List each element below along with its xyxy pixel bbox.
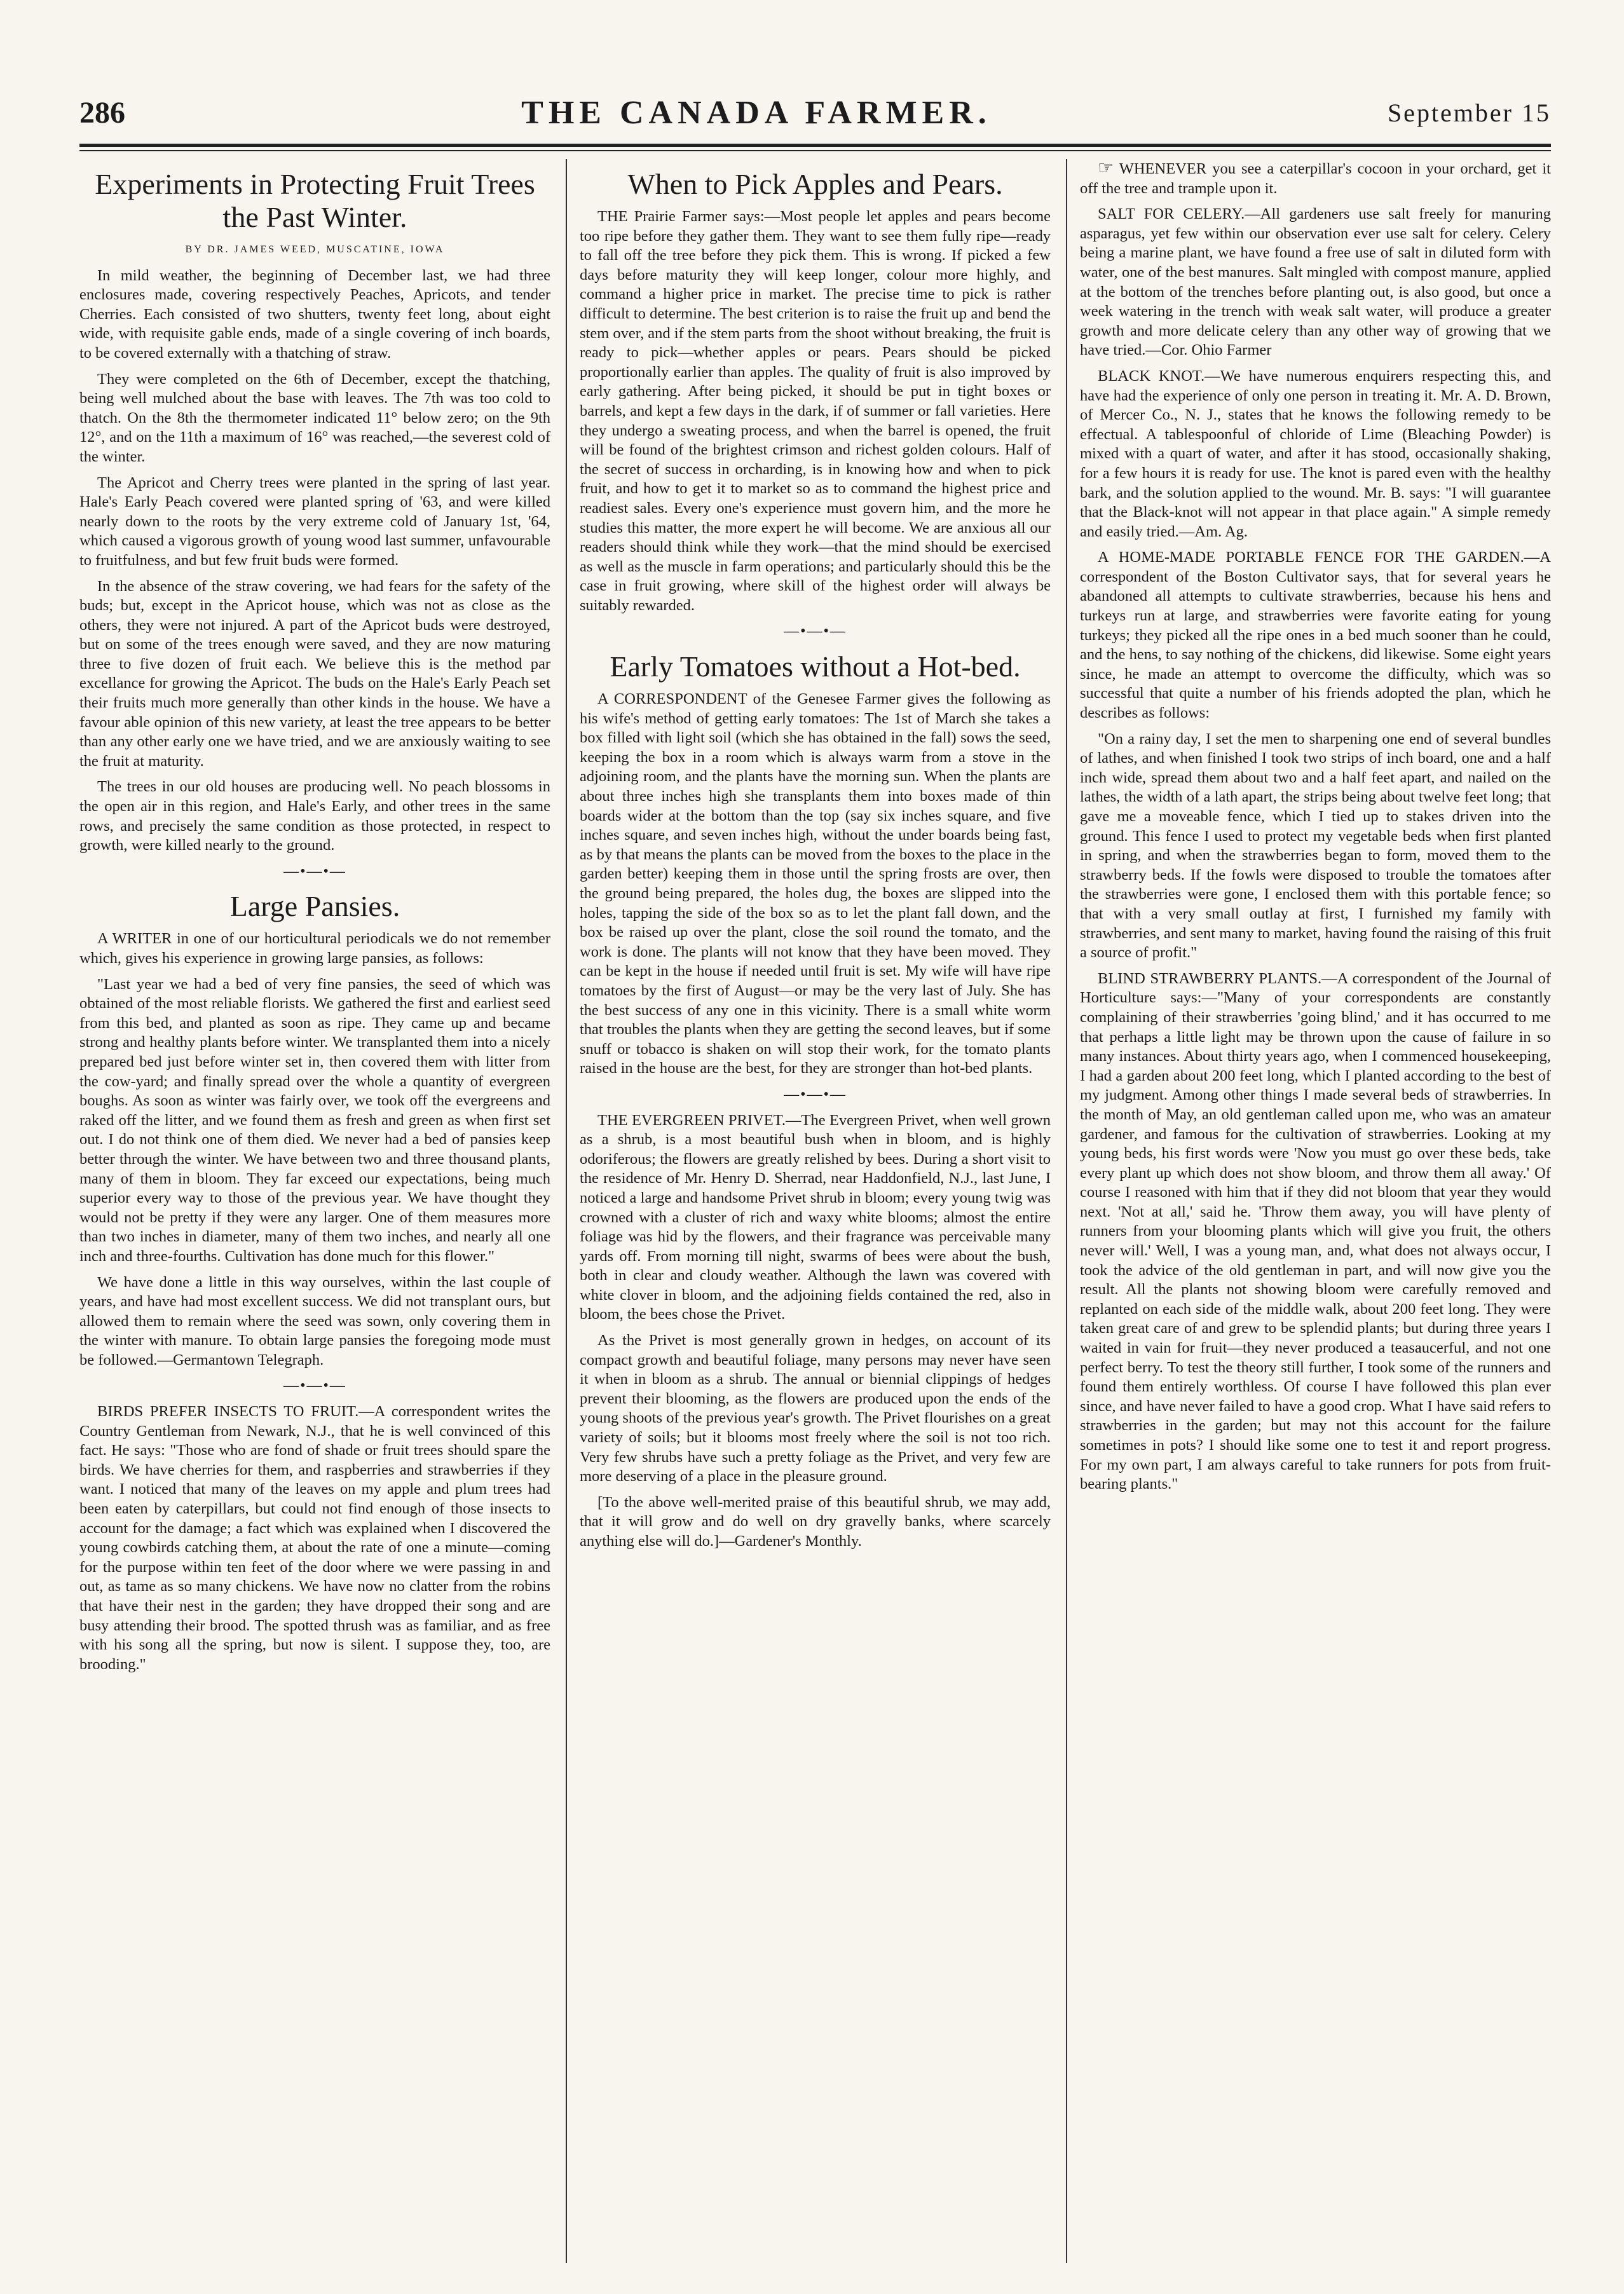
paragraph: In mild weather, the beginning of December last, we had three enclosures made, covering respectively Peaches, Apricots, and tender Cherries. Each consisted of two shutters, twenty feet long, about eight wide, with requisite gable ends, made of a single covering of inch boards, to be covered externally with a thatching of straw. <box>79 266 550 362</box>
paragraph: [To the above well-merited praise of this beautiful shrub, we may add, that it will grow and do well on dry gravelly banks, where scarcely anything else will do.]—Gardener's Monthly. <box>580 1493 1051 1550</box>
lead-in: THE EVERGREEN PRIVET. <box>597 1111 786 1129</box>
article-title: Early Tomatoes without a Hot-bed. <box>610 650 1021 683</box>
paragraph <box>1080 159 1551 198</box>
article-title: When to Pick Apples and Pears. <box>627 168 1003 200</box>
publication-title: THE CANADA FARMER. <box>521 94 992 131</box>
paragraph: In the absence of the straw covering, we had fears for the safety of the buds; but, except in the Apricot house, which was not as close as the others, they were not injured. A part of the Apricot buds were destroyed, but on some of the trees enough were saved, and they are now maturing three to five dozen of fruit each. We believe this is the method par excellance for growing the Apricot. The buds on the Hale's Early Peach set their fruits much more generally than other kinds in the house. We have a favour able opinion of this new variety, at least the tree appears to be better than any other early one we have tried, and we are anxiously waiting to see the fruit at maturity. <box>79 577 550 770</box>
paragraph: SALT FOR CELERY.—All gardeners use salt freely for manuring asparagus, yet few within our observation ever use salt for celery. Celery being a marine plant, we have found a free use of salt in diluted form with water, one of the best manures. Salt mingled with compost manure, applied at the bottom of the trenches before planting out, is also good, but once a week watering in the trench with weak salt water, will produce a greater growth and more delicate celery than any other way of growing that we have tried.—Cor. Ohio Farmer <box>1080 205 1551 359</box>
paragraph: The Apricot and Cherry trees were planted in the spring of last year. Hale's Early Peach covered were planted spring of '63, and were killed nearly down to the roots by the very extreme cold of January 1st, '64, which caused a vigorous growth of young wood last summer, unfavourable to fruitfulness, and but few fruit buds were formed. <box>79 474 550 569</box>
paragraph-text: WHENEVER you see a caterpillar's cocoon in your orchard, get it off the tree and trample upon it. <box>1080 160 1551 197</box>
pointing-hand-icon: ☞ <box>1098 159 1114 178</box>
lead-in: BIRDS PREFER INSECTS TO FRUIT. <box>97 1403 359 1421</box>
paragraph-text: —A correspondent writes the Country Gentleman from Newark, N.J., that he is well convinced of this fact. He says: "Those who are fond of shade or fruit trees should spare the birds. We have cherries for them, and raspberries and strawberries if they want. I noticed that many of the leaves on my apple and plum trees had been eaten by caterpillars, but could not find enough of those insects to account for the damage; a fact which was explained when I discovered the young cowbirds catching them, at about the rate of one a minute—coming for the purpose within ten feet of the door where we were passing in and out, as tame as so many chickens. We have now no clatter from the robins that have their nest in the garden; they have dropped their song and are busy attending their brood. The spotted thrush was as familiar, and as free with his song all the spring, but now is silent. I suppose they, too, are brooding." <box>79 1403 550 1673</box>
paragraph: The trees in our old houses are producing well. No peach blossoms in the open air in this region, and Hale's Early, and other trees in the same rows, and precisely the same condition as those protected, in respect to growth, were killed nearly to the ground. <box>79 778 550 854</box>
paragraph: "Last year we had a bed of very fine pansies, the seed of which was obtained of the most reliable florists. We gathered the first and earliest seed from this bed, and planted as soon as ripe. They came up and became strong and healthy plants before winter. We transplanted them into a nicely prepared bed just before winter set in, then covered them with litter from the cow-yard; and finally spread over the whole a quantity of evergreen boughs. As soon as winter was fairly over, we took off the evergreens and raked off the litter, and we found them as fresh and green as when first set out. I do not think one of them died. We never had a bed of pansies keep better through the winter. We have between two and three thousand plants, many of them in bloom. They far exceed our expectations, being much superior every way to those of the previous year. We have thought they would not be pretty if they were any larger. One of them measures more than two inches in diameter, many of them two inches, and nearly all one inch and three-fourths. Cultivation has done much for this flower." <box>79 975 550 1265</box>
column-2 <box>566 159 1051 2263</box>
issue-date: September 15 <box>1387 98 1551 127</box>
paragraph: A WRITER in one of our horticultural periodicals we do not remember which, gives his experience in growing large pansies, as follows: <box>79 930 550 967</box>
paragraph <box>580 1111 1051 1325</box>
paragraph: They were completed on the 6th of December, except the thatching, being well mulched about the base with leaves. The 7th was too cold to thatch. On the 8th the thermometer indicated 11° below zero; on the 9th 12°, and on the 11th a maximum of 16° was reached,—the severest cold of the winter. <box>79 370 550 465</box>
paragraph-text: —The Evergreen Privet, when well grown as a shrub, is a most beautiful bush when in bloom, and is highly odoriferous; the flowers are greatly relished by bees. During a short visit to the residence of Mr. Henry D. Sherrad, near Haddonfield, N.J., last June, I noticed a large and handsome Privet shrub in bloom; every young twig was crowned with a cluster of rich and waxy white blooms; almost the entire foliage was hid by the flowers, and their fragrance was perceivable many yards off. From morning till night, swarms of bees were about the bush, both in clear and cloudy weather. Although the lawn was covered with white clover in bloom, and the adjoining fields contained the red, also in bloom, the bees chose the Privet. <box>580 1111 1051 1323</box>
paragraph: A HOME-MADE PORTABLE FENCE FOR THE GARDEN.—A correspondent of the Boston Cultivator says, that for several years he abandoned all attempts to cultivate strawberries, because his hens and turkeys run at large, and strawberries were favorite eating for young turkeys; they picked all the ripe ones in a bed much sooner than he could, and the hens, to say nothing of the chickens, did likewise. Some eight years since, he made an attempt to overcome the difficulty, which was so successful that quite a number of his friends adopted the plan, which he describes as follows: <box>1080 549 1551 722</box>
section-separator: —•—•— <box>784 623 847 640</box>
paragraph: We have done a little in this way ourselves, within the last couple of years, and have had most excellent success. We did not transplant ours, but allowed them to remain where the seed was sown, only covering them in the winter with manure. To obtain large pansies the foregoing mode must be followed.—Germantown Telegraph. <box>79 1273 550 1369</box>
masthead <box>79 84 1551 141</box>
section-separator: —•—•— <box>784 1086 847 1103</box>
section-separator: —•—•— <box>283 1377 346 1395</box>
paragraph: "On a rainy day, I set the men to sharpening one end of several bundles of lathes, and when finished I took two strips of inch board, one and a half inch wide, spread them about two and a half feet apart, and nailed on the lathes, the width of a lath apart, the strips being about twelve feet long; that gave me a moveable fence, which I tied up to stakes driven into the ground. This fence I used to protect my vegetable beds when first planted in spring, and when the strawberries began to form, moved them to the strawberry beds. If the fowls were disposed to trouble the tomatoes after the strawberries were gone, I enclosed them with this portable fence; so that with a very small outlay at first, I furnished my family with strawberries, and sent many to market, having found the raising of this fruit a source of profit." <box>1080 730 1551 962</box>
header-rule-thin <box>79 150 1551 151</box>
article-title: Large Pansies. <box>229 890 400 923</box>
paragraph <box>79 1402 550 1674</box>
page-number: 286 <box>79 95 125 130</box>
column-3 <box>1066 159 1551 2263</box>
section-separator: —•—•— <box>283 863 346 880</box>
paragraph: A CORRESPONDENT of the Genesee Farmer gives the following as his wife's method of getting early tomatoes: The 1st of March she takes a box filled with light soil (which she has obtained in the fall) sows the seed, keeping the box in a room which is always warm from a stove in the adjoining room, and the plants have the morning sun. When the plants are about three inches high she transplants them into boxes made of thin boards wider at the bottom than the top (say six inches square, and five inches square, and seven inches high, without the under boards being fast, as by that means the plants can be moved from the boxes to the place in the garden better) keeping them in those until the spring frosts are over, then the ground being prepared, the holes dug, the boxes are slipped into the holes, tapping the side of the box so as to let the plant fall down, and the box be raised up over the plant, close the soil round the tomato, and the work is done. The plants will not know that they have been moved. They can be kept in the house if needed until fruit is set. My wife will have ripe tomatoes by the first of August—or may be the very last of July. She has the best success of any one in this vicinity. There is a small white worm that troubles the plants when they are getting the second leaves, but if some snuff or tobacco is shaken on will stop their work, for the tomato plants raised in the house are the best, for they are stronger than hot-bed plants. <box>580 690 1051 1077</box>
header-rule <box>79 144 1551 147</box>
paragraph: As the Privet is most generally grown in hedges, on account of its compact growth and beautiful foliage, many persons may never have seen it when in bloom as a shrub. The annual or biennial clippings of hedges prevent their blooming, as the flowers are produced upon the ends of the young shoots of the previous year's growth. The Privet flourishes on a great variety of soils; but it blooms most freely where the soil is not too rich. Very few shrubs have such a pretty foliage as the Privet, and very few are more deserving of a place in the pleasure ground. <box>580 1332 1051 1485</box>
paragraph: BLACK KNOT.—We have numerous enquirers respecting this, and have had the experience of only one person in treating it. Mr. A. D. Brown, of Mercer Co., N. J., states that he knows the following remedy to be effectual. A tablespoonful of chloride of Lime (Bleaching Powder) is mixed with a quart of water, and after it has stood, occasionally shaking, for a few hours it is ready for use. The knot is pared even with the healthy bark, and the solution applied to the wound. Mr. B. says: "I will guarantee that the Black-knot will not appear in that place again." A simple remedy and easily tried.—Am. Ag. <box>1080 367 1551 540</box>
paragraph: BLIND STRAWBERRY PLANTS.—A correspondent of the Journal of Horticulture says:—"Many of your correspondents are constantly complaining of their strawberries 'going blind,' and it has occurred to me that perhaps a little light may be thrown upon the cause of failure in so many instances. About thirty years ago, when I commenced housekeeping, I had a garden about 200 feet long, which I planted according to the best of my judgment. Among other things I made several beds of strawberries. In the month of May, an old gentleman called upon me, who was an amateur gardener, and famous for the cultivation of strawberries. Looking at my young beds, his first words were 'Now you must go over these beds, take every plant up which does not show bloom, and throw them all away.' Of course I reasoned with him that if they did not bloom that year they would next. 'Not at all,' said he. 'Throw them away, you will have plenty of runners from your blooming plants which will give you fruit, the others never will.' Well, I was a young man, and, what does not always occur, I took the advice of the old gentleman in part, and will now give you the result. All the plants not showing bloom were carefully removed and replanted on each side of the middle walk, about 200 feet long. They were taken great care of and grew to be splendid plants; but during three years I waited in vain for fruit—they never produced a teasaucerful, and not one perfect berry. To test the theory still further, I took some of the runners and found them entirely worthless. Of course I have followed this plan ever since, and have never failed to have a good crop. What I have said refers to strawberries in the garden; but may not this account for the failure sometimes in pots? I should like some one to test it and report progress. For my own part, I am always careful to take runners for pots from fruit-bearing plants." <box>1080 969 1551 1493</box>
column-1 <box>79 159 550 2263</box>
columns <box>79 159 1551 2263</box>
article-title: Experiments in Protecting Fruit Trees the Past Winter. <box>95 168 535 233</box>
paragraph: THE Prairie Farmer says:—Most people let apples and pears become too ripe before they gather them. They want to see them fully ripe—ready to fall off the tree before they pick them. This is wrong. If picked a few days before maturity they will keep longer, colour more highly, and command a higher price in market. The precise time to pick is rather difficult to determine. The best criterion is to raise the fruit up and bend the stem over, and if the stem parts from the shoot without breaking, the fruit is ready to pick—whether apples or pears. Pears should be picked proportionally earlier than apples. The quality of fruit is also improved by early gathering. After being picked, it should be put in tight boxes or barrels, and kept a few days in the dark, if of summer or fall varieties. Here they undergo a sweating process, and when the barrel is opened, the fruit will be found of the brightest crimson and richest golden colours. Half of the secret of success in orcharding, is in knowing how and when to pick fruit, and how to get it to market so as to command the highest price and readiest sales. Every one's experience must govern him, and the more he studies this matter, the more expert he will become. We are anxious all our readers should think while they work—that the mind should be exercised as well as the muscle in farm operations; and particularly should this be the case in fruit growing, where skill of the highest order will always be suitably rewarded. <box>580 208 1051 614</box>
byline: BY DR. JAMES WEED, MUSCATINE, IOWA <box>185 244 445 255</box>
